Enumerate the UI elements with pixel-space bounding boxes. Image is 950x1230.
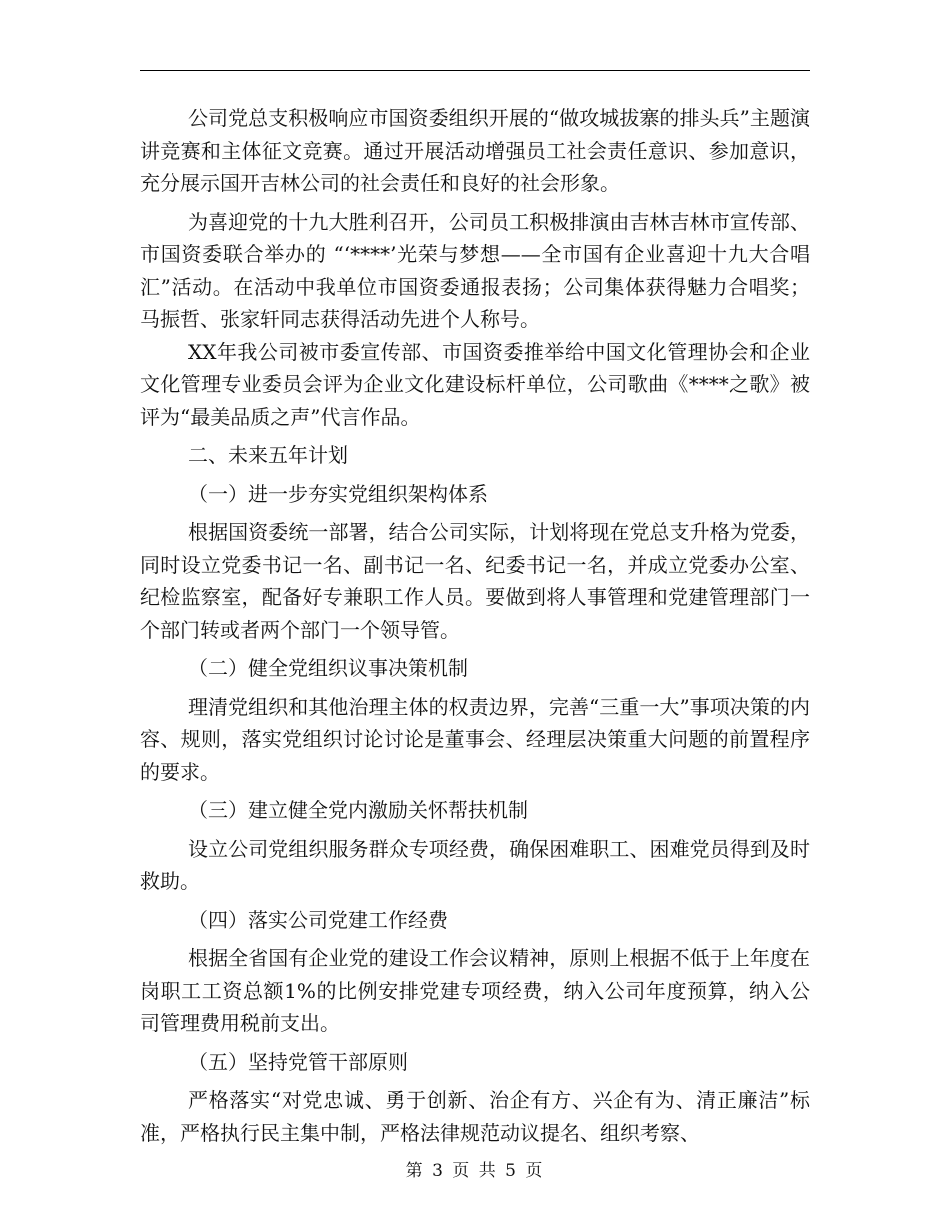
paragraph: 根据国资委统一部署，结合公司实际，计划将现在党总支升格为党委，同时设立党委书记一名、副书记一名、纪委书记一名，并成立党委办公室、纪检监察室，配备好专兼职工作人员。要做到将人事管理和党建管理部门一个部门转或者两个部门一个领导管。: [140, 520, 810, 642]
subsection-heading: （四）落实公司党建工作经费: [188, 907, 448, 932]
subsection-heading: （二）健全党组织议事决策机制: [188, 656, 468, 680]
paragraph: 理清党组织和其他治理主体的权责边界，完善“三重一大”事项决策的内容、规则，落实党组织讨论讨论是董事会、经理层决策重大问题的前置程序的要求。: [140, 694, 810, 784]
subsection-heading: （五）坚持党管干部原则: [188, 1049, 408, 1074]
subsection-heading: （一）进一步夯实党组织架构体系: [188, 481, 488, 506]
section-heading: 二、未来五年计划: [188, 443, 348, 467]
paragraph: 严格落实“对党忠诚、勇于创新、治企有方、兴企有为、清正廉洁”标准，严格执行民主集中制，严格法律规范动议提名、组织考察、: [140, 1088, 810, 1145]
document-body: [140, 102, 810, 1149]
paragraph: 设立公司党组织服务群众专项经费，确保困难职工、困难党员得到及时救助。: [140, 836, 810, 893]
paragraph: 根据全省国有企业党的建设工作会议精神，原则上根据不低于上年度在岗职工工资总额1%的比例安排党建专项经费，纳入公司年度预算，纳入公司管理费用税前支出。: [140, 946, 810, 1035]
page-number: 第 3 页 共 5 页: [405, 1161, 545, 1181]
paragraph: 为喜迎党的十九大胜利召开，公司员工积极排演由吉林吉林市宣传部、市国资委联合举办的 “‘****’光荣与梦想——全市国有企业喜迎十九大合唱汇”活动。在活动中我单位市国资委通报表扬；公司集体获得魅力合唱奖；马振哲、张家轩同志获得活动先进个人称号。: [140, 209, 810, 331]
paragraph: 公司党总支积极响应市国资委组织开展的“做攻城拔寨的排头兵”主题演讲竞赛和主体征文竞赛。通过开展活动增强员工社会责任意识、参加意识，充分展示国开吉林公司的社会责任和良好的社会形象。: [140, 106, 810, 195]
subsection-heading: （三）建立健全党内激励关怀帮扶机制: [188, 798, 528, 822]
paragraph: XX年我公司被市委宣传部、市国资委推举给中国文化管理协会和企业文化管理专业委员会评为企业文化建设标杆单位，公司歌曲《****之歌》被评为“最美品质之声”代言作品。: [140, 339, 810, 429]
header-rule: [140, 70, 810, 71]
